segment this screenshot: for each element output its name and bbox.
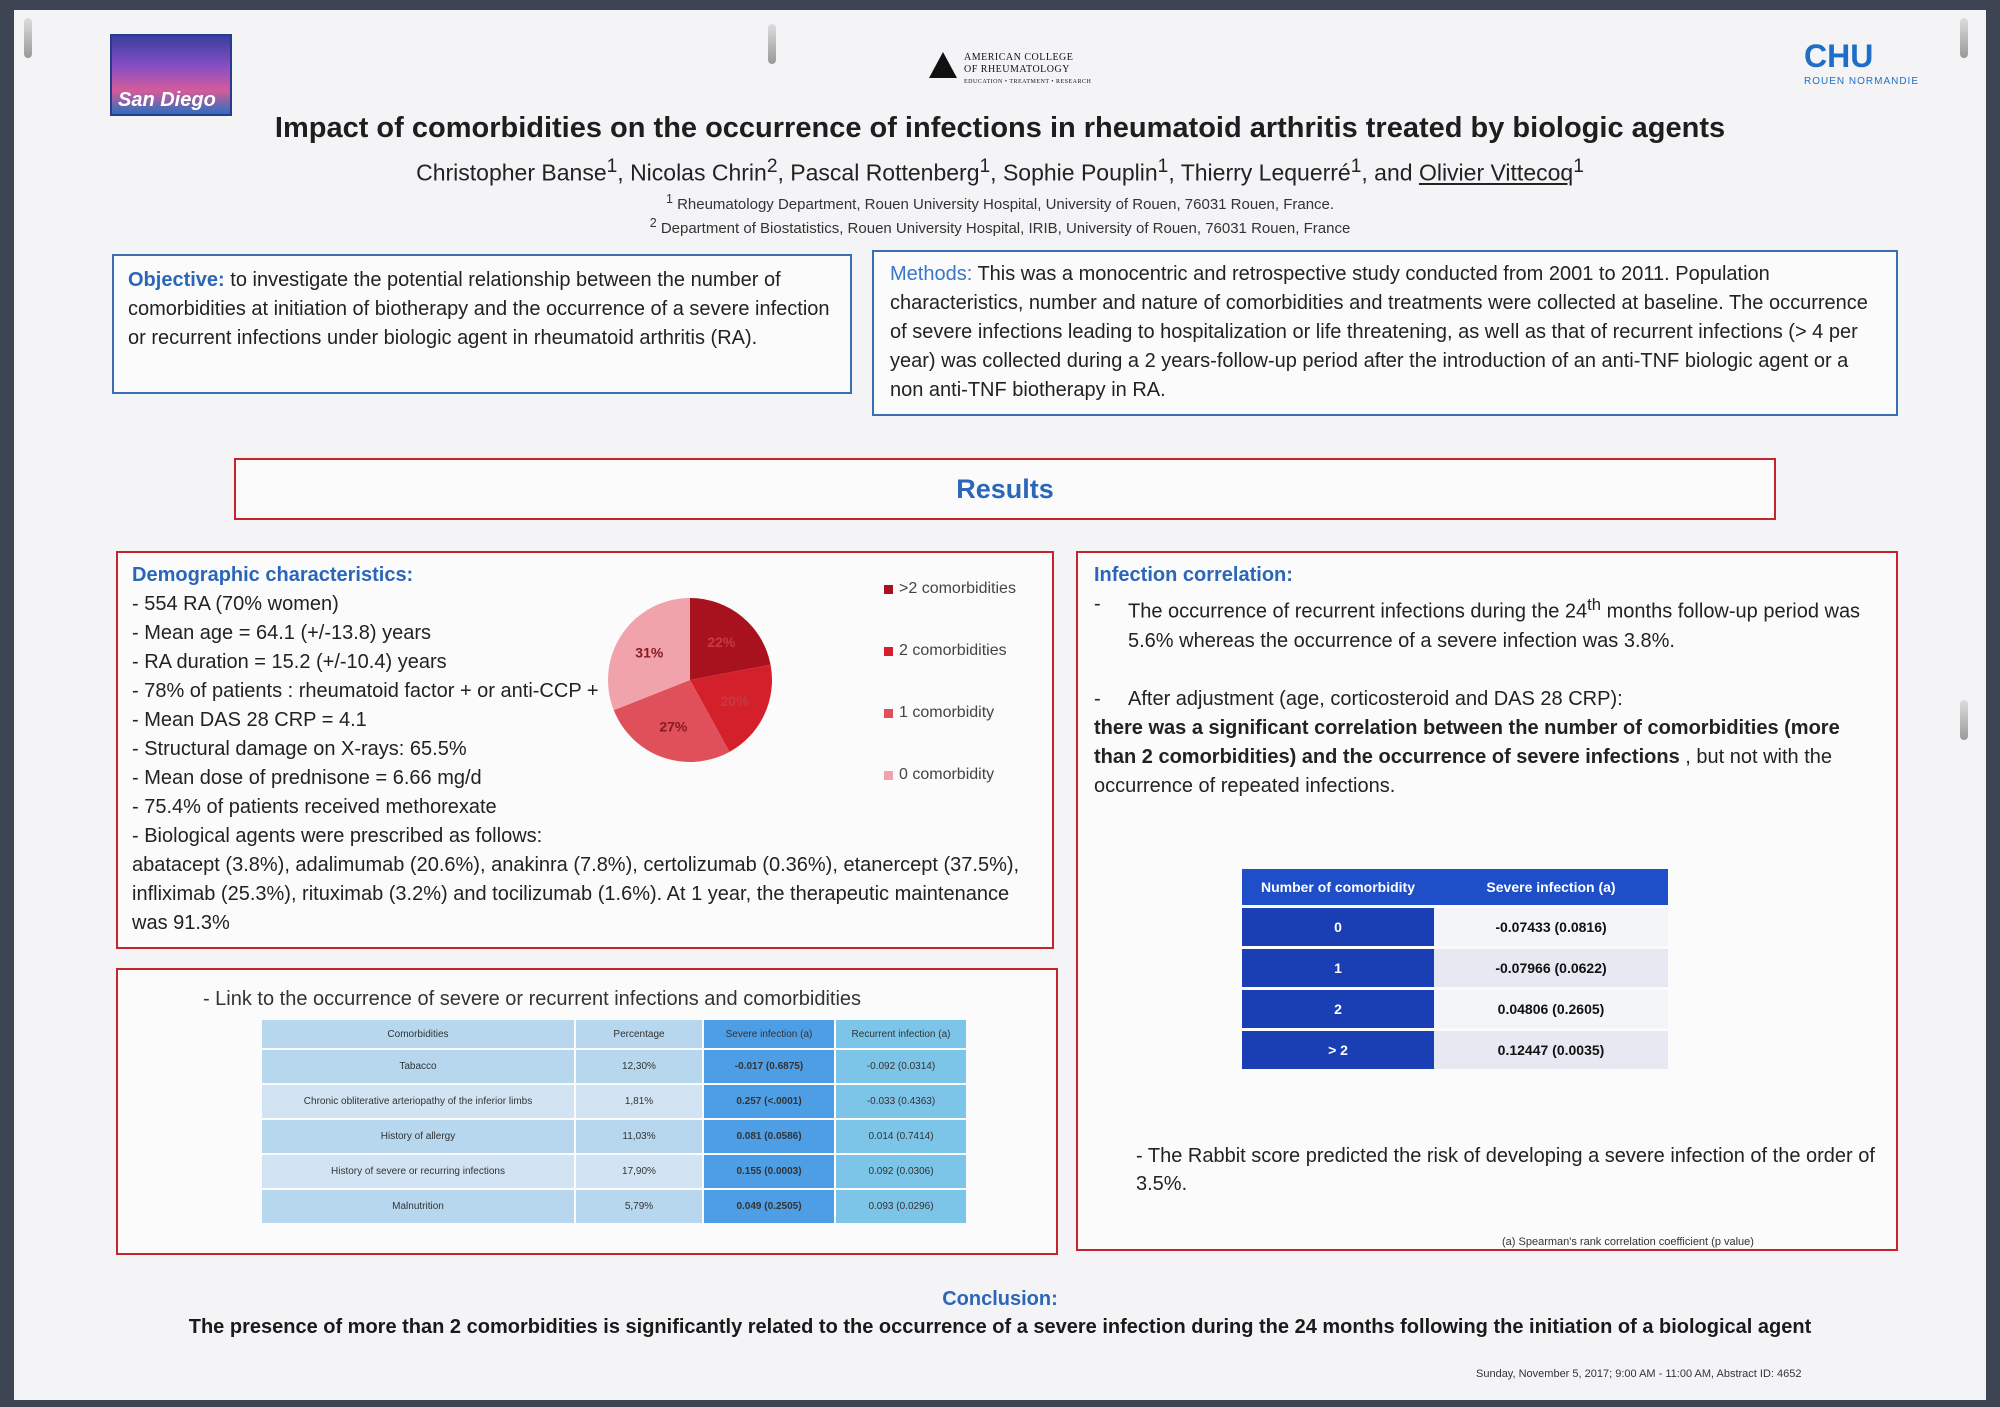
objective-box: Objective: to investigate the potential relationship between the number of comorbidities at initiation of biotherapy and the occurrence of a severe infection or recurrent infections under biologic agent in rheumatoid arthritis (RA). <box>112 254 852 394</box>
demographics-heading: Demographic characteristics: <box>132 564 414 586</box>
infection-paragraph-1: - The occurrence of recurrent infections during the 24th months follow-up period was 5.6% whereas the occurrence of a severe infection was 3.8%. <box>1094 593 1861 652</box>
legend-swatch <box>884 585 893 594</box>
table-header: Recurrent infection (a) <box>836 1020 966 1048</box>
demographics-line: - 554 RA (70% women) <box>132 593 339 615</box>
infection-paragraph-2: - After adjustment (age, corticosteroid and DAS 28 CRP): <box>1094 687 1623 710</box>
table-header: Number of comorbidity <box>1242 869 1434 905</box>
conclusion-text: The presence of more than 2 comorbidities is significantly related to the occurrence of a severe infection during the 24 months following the initiation of a biological agent <box>188 1316 1812 1338</box>
legend-swatch <box>884 771 893 780</box>
correlation-table <box>1242 866 1668 1072</box>
san-diego-logo-text: San Diego <box>118 89 216 111</box>
comorbidity-table <box>260 1018 968 1225</box>
spearman-footnote: (a) Spearman's rank correlation coefficient (p value) <box>1502 1236 1754 1248</box>
demographics-line: - Structural damage on X-rays: 65.5% <box>132 738 467 760</box>
table-row: > 2 0.12447 (0.0035) <box>1242 1031 1668 1069</box>
pie-slice-label: 22% <box>707 634 736 651</box>
table-row: Tabacco 12,30% -0.017 (0.6875) -0.092 (0.0314) <box>262 1050 966 1083</box>
poster <box>14 10 1986 1400</box>
legend-label: 0 comorbidity <box>899 766 995 783</box>
pin <box>1960 700 1968 740</box>
legend-label: 1 comorbidity <box>899 704 995 721</box>
author-list: Christopher Banse$^1$, Nicolas Chrin$^2$, Pascal Rottenberg$^1$, Sophie Pouplin$^1$, Thierry Lequerré$^1$, and Olivier Vittecoq$^1$ <box>416 156 1584 186</box>
legend-entry <box>884 704 1016 766</box>
table-header: Severe infection (a) <box>1434 869 1668 905</box>
pin <box>24 18 32 58</box>
pie-slice-label: 27% <box>659 718 688 735</box>
demographics-line: - Biological agents were prescribed as follows: <box>132 825 543 847</box>
san-diego-logo <box>110 34 232 116</box>
biological-agents-text: abatacept (3.8%), adalimumab (20.6%), anakinra (7.8%), certolizumab (0.36%), etanercept (37.5%), infliximab (25.3%), rituximab (3.2%) and tocilizumab (1.6%). At 1 year, the therapeutic maintenance was 91.3% <box>132 854 1020 934</box>
session-footer: Sunday, November 5, 2017; 9:00 AM - 11:00 AM, Abstract ID: 4652 <box>1476 1368 1802 1380</box>
affiliation-2: $^2$ Department of Biostatistics, Rouen University Hospital, IRIB, University of Rouen, 76031 Rouen, France <box>649 216 1351 237</box>
table-header: Severe infection (a) <box>704 1020 834 1048</box>
table-row: History of allergy 11,03% 0.081 (0.0586) 0.014 (0.7414) <box>262 1120 966 1153</box>
legend-entry <box>884 766 1016 828</box>
pin <box>768 24 776 64</box>
rabbit-score-text: - The Rabbit score predicted the risk of developing a severe infection of the order of 3.5%. <box>1136 1145 1875 1195</box>
comorbidity-link-heading: - Link to the occurrence of severe or recurrent infections and comorbidities <box>202 988 862 1010</box>
infection-paragraph-3: there was a significant correlation between the number of comorbidities (more than 2 comorbidities) and the occurrence of severe infections , but not with the occurrence of repeated infections. <box>1094 716 1840 797</box>
demographics-line: - Mean dose of prednisone = 6.66 mg/d <box>132 767 482 789</box>
acr-logo-text: AMERICAN COLLEGE OF RHEUMATOLOGY EDUCATION • TREATMENT • RESEARCH <box>964 52 1092 85</box>
pie-slice-label: 31% <box>635 644 664 661</box>
table-row: History of severe or recurring infections 17,90% 0.155 (0.0003) 0.092 (0.0306) <box>262 1155 966 1188</box>
results-banner: Results <box>234 458 1776 520</box>
acr-logo-icon <box>929 52 957 78</box>
demographics-line: - Mean age = 64.1 (+/-13.8) years <box>132 622 432 644</box>
chu-logo: CHU <box>1804 38 1874 74</box>
demographics-line: - 75.4% of patients received methorexate <box>132 796 497 818</box>
legend-swatch <box>884 709 893 718</box>
legend-label: 2 comorbidities <box>899 642 1007 659</box>
table-row: 1 -0.07966 (0.0622) <box>1242 949 1668 987</box>
table-row: 2 0.04806 (0.2605) <box>1242 990 1668 1028</box>
infection-heading: Infection correlation: <box>1094 564 1293 586</box>
legend-entry <box>884 580 1016 642</box>
table-row: Malnutrition 5,79% 0.049 (0.2505) 0.093 (0.0296) <box>262 1190 966 1223</box>
conclusion-heading: Conclusion: <box>942 1288 1058 1310</box>
methods-box: Methods: This was a monocentric and retrospective study conducted from 2001 to 2011. Population characteristics, number and nature of comorbidities and treatments were collected at baseline. The occurrence of severe infections leading to hospitalization or life threatening, as well as that of recurrent infections (> 4 per year) was collected during a 2 years-follow-up period after the introduction of an anti-TNF biologic agent or a non anti-TNF biotherapy in RA. <box>872 250 1898 416</box>
comorbidity-pie-chart <box>606 596 774 764</box>
legend-swatch <box>884 647 893 656</box>
table-header: Percentage <box>576 1020 702 1048</box>
table-row: 0 -0.07433 (0.0816) <box>1242 908 1668 946</box>
pie-legend <box>884 580 1016 828</box>
pin <box>1960 18 1968 58</box>
demographics-line: - Mean DAS 28 CRP = 4.1 <box>132 709 367 731</box>
table-header: Comorbidities <box>262 1020 574 1048</box>
pie-slice-label: 20% <box>720 692 749 709</box>
chu-logo-subtitle: ROUEN NORMANDIE <box>1804 76 1920 87</box>
demographics-line: - RA duration = 15.2 (+/-10.4) years <box>132 651 447 673</box>
legend-label: >2 comorbidities <box>899 580 1016 597</box>
legend-entry <box>884 642 1016 704</box>
affiliation-1: $^1$ Rheumatology Department, Rouen University Hospital, University of Rouen, 76031 Rouen, France. <box>665 192 1335 213</box>
demographics-line: - 78% of patients : rheumatoid factor + or anti-CCP + <box>132 680 599 702</box>
table-row: Chronic obliterative arteriopathy of the inferior limbs 1,81% 0.257 (<.0001) -0.033 (0.4363) <box>262 1085 966 1118</box>
poster-title: Impact of comorbidities on the occurrence of infections in rheumatoid arthritis treated by biologic agents <box>274 112 1726 144</box>
